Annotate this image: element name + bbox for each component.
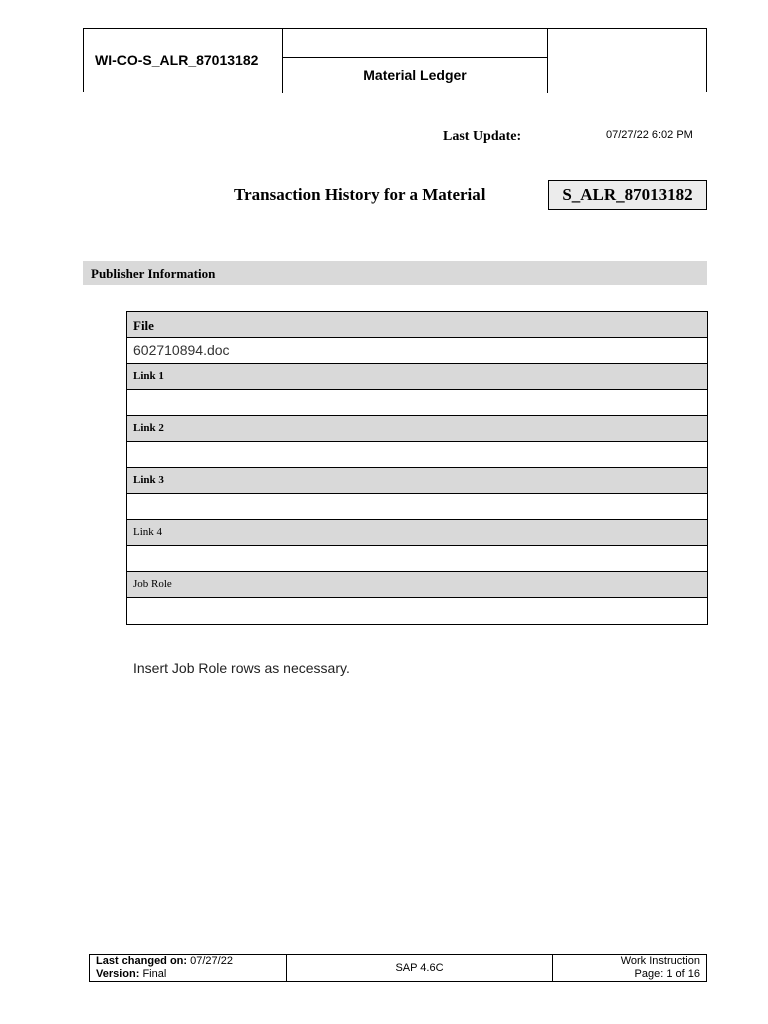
link1-label-row — [127, 364, 707, 390]
version-line — [96, 968, 166, 980]
footer-change-cell — [90, 955, 287, 981]
last-changed-label: Last changed on: — [96, 955, 188, 967]
link1-value-row — [127, 390, 707, 416]
module-cell — [283, 29, 548, 93]
document-title: Transaction History for a Material — [234, 185, 486, 204]
link4-value-row — [127, 546, 707, 572]
transaction-code: S_ALR_87013182 — [562, 185, 693, 204]
doc-id: WI-CO-S_ALR_87013182 — [95, 52, 259, 68]
module-top-cell — [283, 29, 547, 58]
link4-label-row — [127, 520, 707, 546]
link2-label-row — [127, 416, 707, 442]
instruction-note: Insert Job Role rows as necessary. — [133, 660, 350, 676]
last-changed-value: 07/27/22 — [187, 955, 233, 967]
link2-label: Link 2 — [133, 422, 164, 434]
transaction-code-box — [548, 180, 707, 210]
last-update-value: 07/27/22 6:02 PM — [606, 129, 693, 141]
footer-page-cell — [553, 955, 706, 981]
link3-label: Link 3 — [133, 474, 164, 486]
publisher-section-header — [83, 261, 707, 285]
job-role-label-row — [127, 572, 707, 598]
link2-value-row — [127, 442, 707, 468]
file-value: 602710894.doc — [133, 342, 230, 358]
last-changed-line — [96, 955, 233, 967]
last-update-label: Last Update: — [443, 129, 522, 144]
doc-type: Work Instruction — [620, 955, 700, 967]
link3-value-row — [127, 494, 707, 520]
publisher-section-title: Publisher Information — [91, 266, 216, 281]
system-name: SAP 4.6C — [395, 962, 444, 974]
doc-id-cell — [84, 29, 283, 93]
job-role-label: Job Role — [133, 578, 172, 590]
link4-label: Link 4 — [133, 526, 163, 538]
module-name: Material Ledger — [363, 67, 467, 83]
module-name-cell — [283, 58, 547, 93]
footer-system-cell — [287, 955, 553, 981]
page-number: Page: 1 of 16 — [634, 968, 700, 980]
file-label-row — [127, 312, 707, 338]
version-value: Final — [139, 968, 167, 980]
document-header — [83, 28, 707, 92]
link3-label-row — [127, 468, 707, 494]
file-label: File — [133, 318, 154, 333]
link1-label: Link 1 — [133, 370, 164, 382]
document-footer — [89, 954, 707, 982]
job-role-value-row — [127, 598, 707, 624]
version-label: Version: — [96, 968, 140, 980]
publisher-table — [126, 311, 708, 625]
file-value-row — [127, 338, 707, 364]
